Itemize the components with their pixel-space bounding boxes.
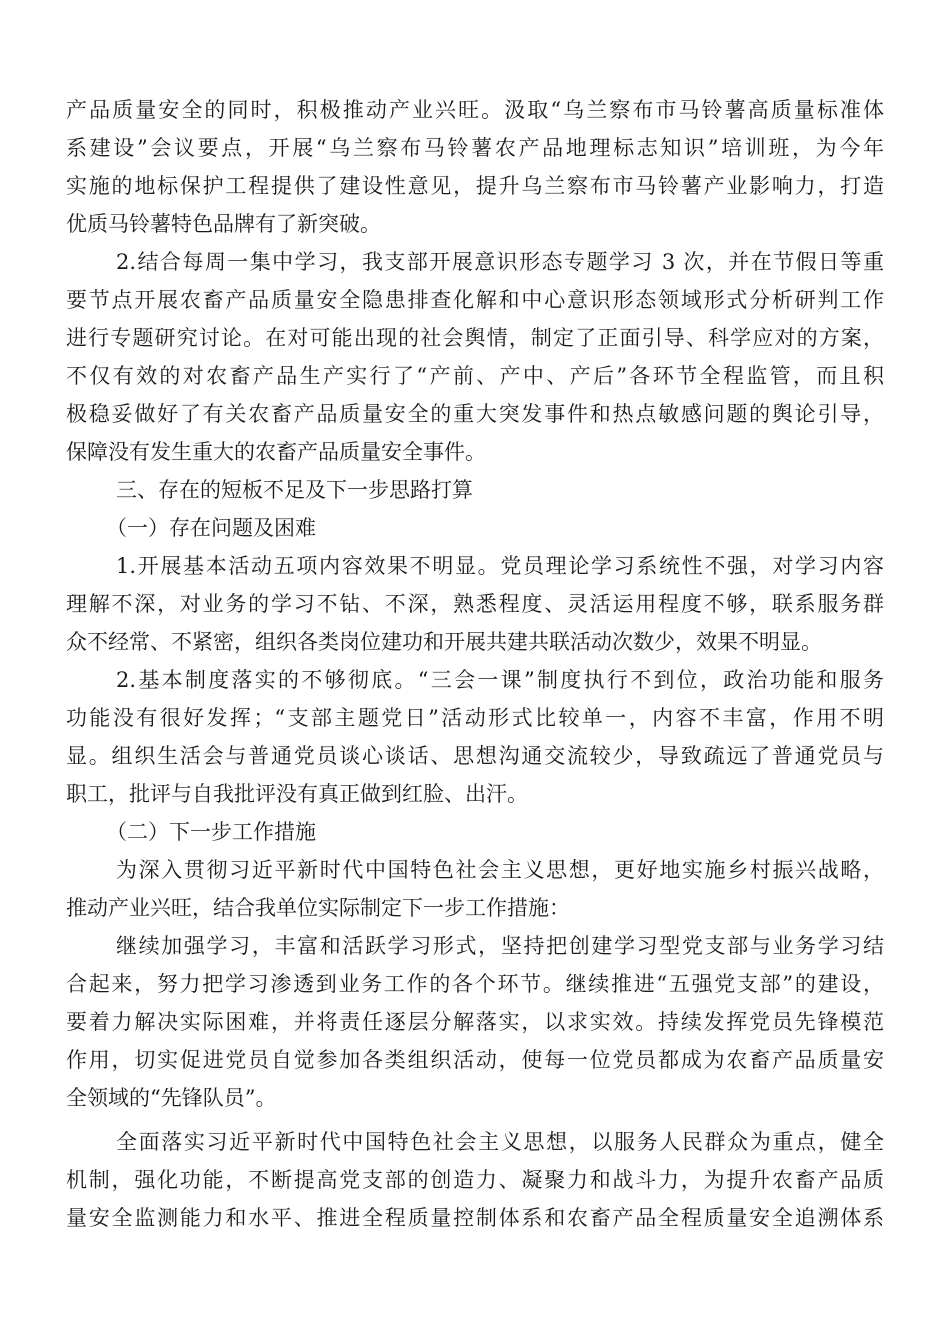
paragraph-start-line: 1.开展基本活动五项内容效果不明显。党员理论学习系统性不强，对学习内容 [116, 554, 884, 578]
text-line: 要着力解决实际困难，并将责任逐层分解落实，以求实效。持续发挥党员先锋模范 [66, 1010, 884, 1034]
text-line: 功能没有很好发挥；“支部主题党日”活动形式比较单一，内容不丰富，作用不明 [66, 706, 884, 730]
text-line: 理解不深，对业务的学习不钻、不深，熟悉程度、灵活运用程度不够，联系服务群 [66, 592, 884, 616]
text-line: 职工，批评与自我批评没有真正做到红脸、出汗。 [66, 782, 528, 806]
text-line: 保障没有发生重大的农畜产品质量安全事件。 [66, 440, 486, 464]
text-line: 推动产业兴旺，结合我单位实际制定下一步工作措施： [66, 896, 570, 920]
paragraph-start-line: 2.结合每周一集中学习，我支部开展意识形态专题学习 3 次，并在节假日等重 [116, 250, 884, 274]
text-line: 合起来，努力把学习渗透到业务工作的各个环节。继续推进“五强党支部”的建设， [66, 972, 884, 996]
text-line: 进行专题研究讨论。在对可能出现的社会舆情，制定了正面引导、科学应对的方案， [66, 326, 884, 350]
text-line: 全领域的“先锋队员”。 [66, 1086, 277, 1110]
paragraph-start-line: 继续加强学习，丰富和活跃学习形式，坚持把创建学习型党支部与业务学习结 [116, 934, 884, 958]
text-line: 作用，切实促进党员自觉参加各类组织活动，使每一位党员都成为农畜产品质量安 [66, 1048, 884, 1072]
text-line: 实施的地标保护工程提供了建设性意见，提升乌兰察布市马铃薯产业影响力，打造 [66, 174, 884, 198]
subsection-heading: （一）存在问题及困难 [106, 516, 316, 540]
paragraph-start-line: 为深入贯彻习近平新时代中国特色社会主义思想，更好地实施乡村振兴战略， [116, 858, 884, 882]
text-line: 系建设”会议要点，开展“乌兰察布马铃薯农产品地理标志知识”培训班，为今年 [66, 136, 884, 160]
text-line: 不仅有效的对农畜产品生产实行了“产前、产中、产后”各环节全程监管，而且积 [66, 364, 884, 388]
subsection-heading: （二）下一步工作措施 [106, 820, 316, 844]
text-line: 众不经常、不紧密，组织各类岗位建功和开展共建共联活动次数少，效果不明显。 [66, 630, 822, 654]
paragraph-start-line: 2.基本制度落实的不够彻底。“三会一课”制度执行不到位，政治功能和服务 [116, 668, 884, 692]
section-heading: 三、存在的短板不足及下一步思路打算 [116, 478, 473, 502]
text-line: 极稳妥做好了有关农畜产品质量安全的重大突发事件和热点敏感问题的舆论引导， [66, 402, 884, 426]
text-line: 显。组织生活会与普通党员谈心谈话、思想沟通交流较少，导致疏远了普通党员与 [66, 744, 884, 768]
text-line: 产品质量安全的同时，积极推动产业兴旺。汲取“乌兰察布市马铃薯高质量标准体 [66, 98, 884, 122]
text-line: 要节点开展农畜产品质量安全隐患排查化解和中心意识形态领域形式分析研判工作 [66, 288, 884, 312]
text-line: 机制，强化功能，不断提高党支部的创造力、凝聚力和战斗力，为提升农畜产品质 [66, 1168, 884, 1192]
text-line: 优质马铃薯特色品牌有了新突破。 [66, 212, 381, 236]
paragraph-start-line: 全面落实习近平新时代中国特色社会主义思想，以服务人民群众为重点，健全 [116, 1130, 884, 1154]
text-line: 量安全监测能力和水平、推进全程质量控制体系和农畜产品全程质量安全追溯体系 [66, 1206, 884, 1230]
